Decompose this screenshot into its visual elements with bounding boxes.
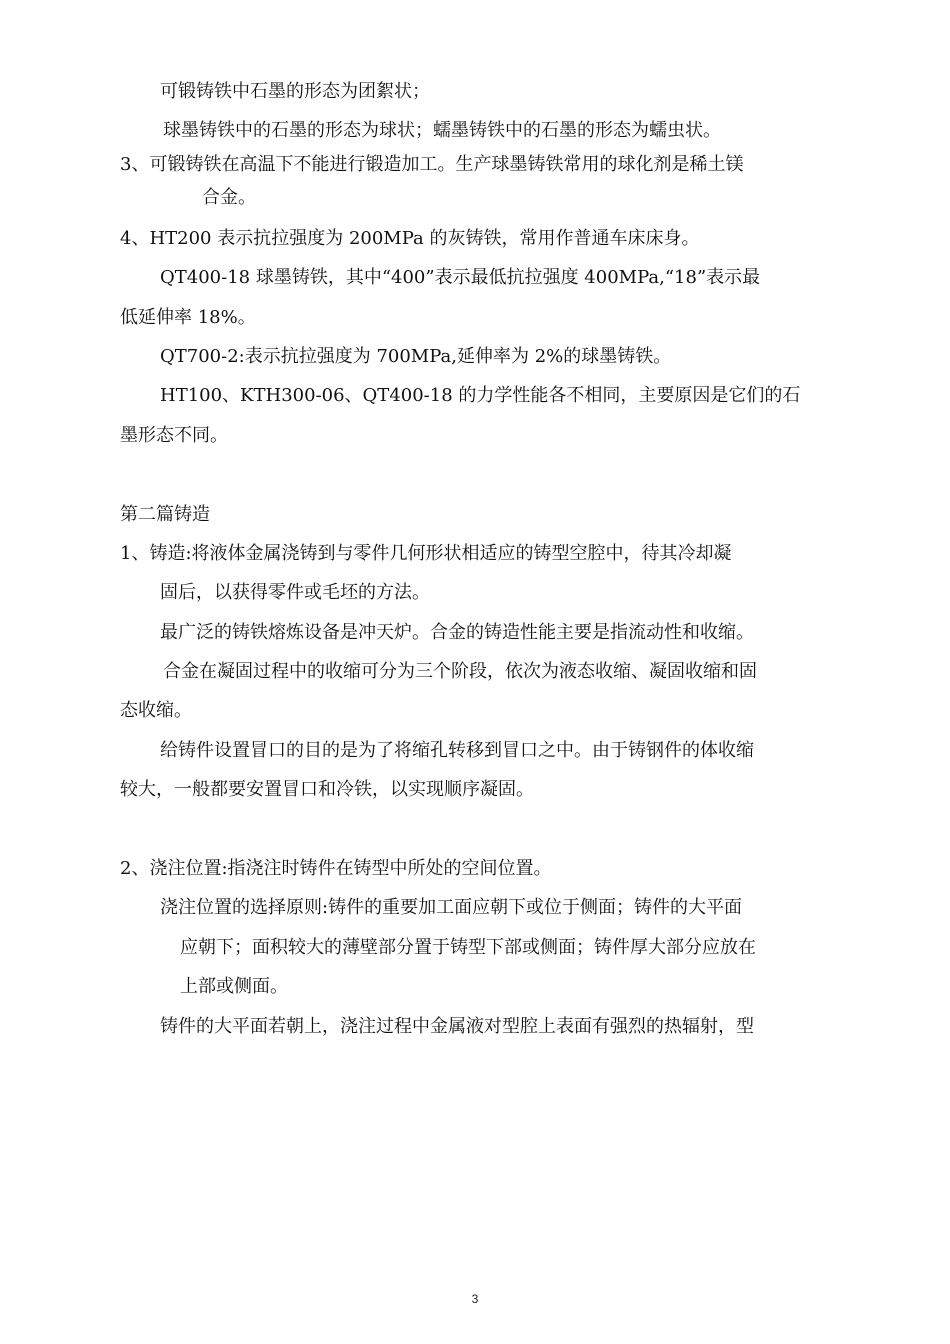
text-line: 合金。 [202,187,256,208]
text-line: 墨形态不同。 [120,425,228,446]
section-heading: 第二篇铸造 [120,504,210,525]
text-line: 应朝下；面积较大的薄壁部分置于铸型下部或侧面；铸件厚大部分应放在 [180,937,756,958]
text-line: 上部或侧面。 [180,976,288,997]
text-line: 给铸件设置冒口的目的是为了将缩孔转移到冒口之中。由于铸钢件的体收缩 [160,740,754,761]
text-line: 浇注位置的选择原则:铸件的重要加工面应朝下或位于侧面；铸件的大平面 [160,897,743,918]
text-line: 可锻铸铁中石墨的形态为团絮状； [160,81,430,102]
text-line: 2、浇注位置:指浇注时铸件在铸型中所处的空间位置。 [120,858,552,879]
text-line: HT100、KTH300-06、QT400-18 的力学性能各不相同，主要原因是它们的石 [160,385,801,406]
text-line: QT400-18 球墨铸铁，其中“400”表示最低抗拉强度 400MPa,“18”表示最 [160,267,761,288]
text-line: 球墨铸铁中的石墨的形态为球状；蠕墨铸铁中的石墨的形态为蠕虫状。 [163,120,721,141]
text-line: QT700-2:表示抗拉强度为 700MPa,延伸率为 2%的球墨铸铁。 [160,346,672,367]
text-line: 较大，一般都要安置冒口和冷铁，以实现顺序凝固。 [120,779,534,800]
text-line: 3、可锻铸铁在高温下不能进行锻造加工。生产球墨铸铁常用的球化剂是稀土镁 [120,154,744,175]
text-line: 态收缩。 [120,700,192,721]
text-line: 铸件的大平面若朝上，浇注过程中金属液对型腔上表面有强烈的热辐射，型 [160,1016,754,1037]
text-line: 最广泛的铸铁熔炼设备是冲天炉。合金的铸造性能主要是指流动性和收缩。 [160,622,754,643]
text-line: 1、铸造:将液体金属浇铸到与零件几何形状相适应的铸型空腔中，待其冷却凝 [120,543,732,564]
text-line: 固后，以获得零件或毛坯的方法。 [160,582,430,603]
text-line: 4、HT200 表示抗拉强度为 200MPa 的灰铸铁，常用作普通车床床身。 [120,228,700,249]
page-number: 3 [471,1292,479,1306]
text-line: 合金在凝固过程中的收缩可分为三个阶段，依次为液态收缩、凝固收缩和固 [163,661,757,682]
text-line: 低延伸率 18%。 [120,307,256,328]
